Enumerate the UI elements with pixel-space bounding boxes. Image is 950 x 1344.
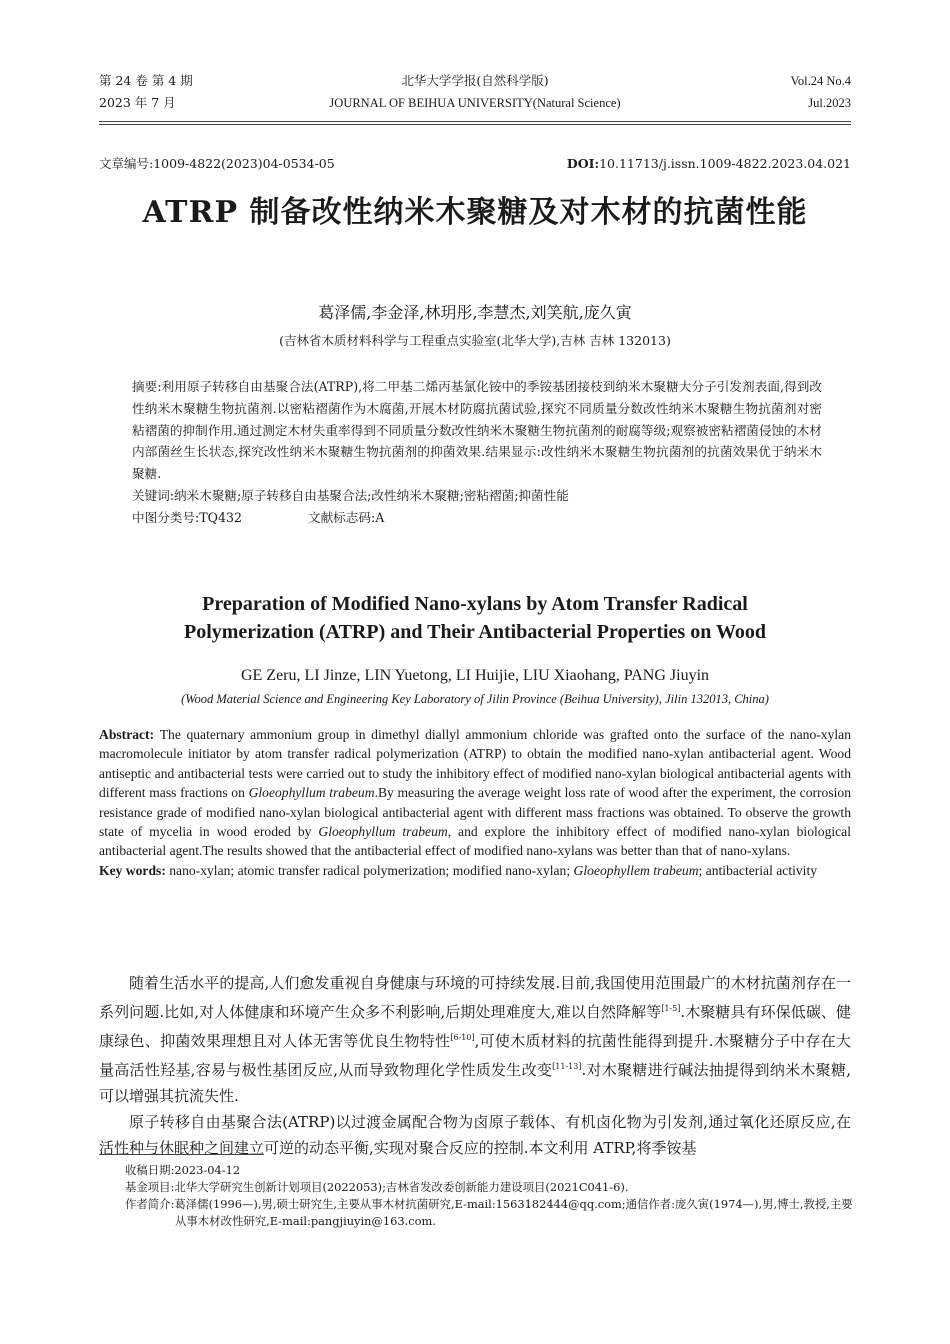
abstract-en-text-3: , and explore the inhibitory effect of modified nano-xylan biological antibacterial agent.The results showed that the antibacterial effect of modified nano-xylans was better than that of nano-xylans. [99,824,851,859]
citation-1[interactable]: [1-5] [661,1004,681,1013]
article-number: 文章编号:1009-4822(2023)04-0534-05 [99,156,335,171]
clc-value: TQ432 [199,509,242,525]
authors-en: GE Zeru, LI Jinze, LIN Yuetong, LI Huijie, LIU Xiaohang, PANG Jiuyin [240,667,710,684]
abstract-cn-label: 摘要: [132,379,162,394]
body-p1-text-3: ,可使木质材料的抗菌性能得到提升.木聚糖分子中存在大量高活性羟基,容易与极性基团反应,从而导致物理化学性质发生改变 [99,1032,851,1079]
body-paragraph-1 [99,970,851,1109]
doi-label: DOI: [566,156,600,171]
citation-3[interactable]: [11-13] [552,1062,582,1071]
body-text [99,970,851,1161]
keywords-en-label: Key words [99,862,162,878]
authors-cn: 葛泽儒,李金泽,林玥彤,李慧杰,刘笑航,庞久寅 [318,303,632,322]
footnote-author-bio: 作者简介:葛泽儒(1996—),男,硕士研究生,主要从事木材抗菌研究,E-mail:1563182444@qq.com;通信作者:庞久寅(1974—),男,博士,教授,主要从事木材改性研究,E-mail:pangjiuyin@163.com. [125,1197,853,1228]
title-en-line1: Preparation of Modified Nano-xylans by Atom Transfer Radical [202,593,748,615]
footnote-funding: 基金项目:北华大学研究生创新计划项目(2022053);吉林省发改委创新能力建设项目(2021C041-6). [125,1180,629,1194]
body-p1-text-4: .对木聚糖进行碱法抽提得到纳米木聚糖,可以增强其抗流失性. [99,1061,851,1105]
title-cn: ATRP 制备改性纳米木聚糖及对木材的抗菌性能 [142,195,808,230]
abstract-en-species-1: Gloeophyllum trabeum [248,785,375,801]
citation-2[interactable]: [6-10] [450,1033,475,1042]
body-p1-text-2: .木聚糖具有环保低碳、健康绿色、抑菌效果理想且对人体无害等优良生物特性 [99,1003,851,1050]
date-en: Jul.2023 [808,96,851,110]
abstract-en-text-1: The quaternary ammonium group in dimethyl diallyl ammonium chloride was grafted onto the surface of the nano-xylan macromolecule initiator by atom transfer radical polymerization (ATRP) to obtain the modified nano-xylan antibacterial agent. Wood antiseptic and antibacterial tests were carried out to study the inhibitory effect of modified nano-xylan biological antibacterial agents with different mass fractions on [99,727,851,801]
keywords-en: Key words: nano-xylan; atomic transfer radical polymerization; modified nano-xylan; Gloeophyllem trabeum; antibacterial activity [99,862,818,878]
abstract-cn-text: 利用原子转移自由基聚合法(ATRP),将二甲基二烯丙基氯化铵中的季铵基团接枝到纳米木聚糖大分子引发剂表面,得到改性纳米木聚糖生物抗菌剂.以密粘褶菌作为木腐菌,开展木材防腐抗菌试验,探究不同质量分数改性纳米木聚糖生物抗菌剂对密粘褶菌的抑制作用.通过测定木材失重率得到不同质量分数改性纳米木聚糖生物抗菌剂的耐腐等级;观察被密粘褶菌侵蚀的木材内部菌丝生长状态,探究改性纳米木聚糖生物抗菌剂的抑菌效果.结果显示:改性纳米木聚糖生物抗菌剂的抗菌效果优于纳米木聚糖. [132,379,822,482]
body-p1-text-1: 随着生活水平的提高,人们愈发重视自身健康与环境的可持续发展.目前,我国使用范围最广的木材抗菌剂存在一系列问题.比如,对人体健康和环境产生众多不利影响,后期处理难度大,难以自然降解等 [99,974,851,1021]
doc-code-value: A [375,509,385,525]
body-paragraph-2: 原子转移自由基聚合法(ATRP)以过渡金属配合物为卤原子载体、有机卤化物为引发剂,通过氧化还原反应,在活性种与休眠种之间建立可逆的动态平衡,实现对聚合反应的控制.本文利用 ATRP,将季铵基 [99,1113,851,1157]
abstract-en-text-2: .By measuring the average weight loss rate of wood after the experiment, the corrosion resistance grade of modified nano-xylan biological antibacterial agent with different mass fractions was obtained. To observe the growth state of mycelia in wood eroded by [99,785,851,840]
abstract-en-species-2: Gloeophyllum trabeum [318,824,448,840]
abstract-en [99,725,851,880]
doi [567,156,851,172]
footnote-received: 收稿日期:2023-04-12 [125,1163,241,1177]
title-en [0,590,950,646]
keywords-cn-label: 关键词: [132,487,175,503]
keywords-en-species: Gloeophyllem trabeum [573,862,699,878]
footnotes [125,1162,855,1230]
classification-line [132,507,822,529]
volume-issue-cn: 第 24 卷 第 4 期 [99,73,193,88]
keywords-cn-text: 纳米木聚糖;原子转移自由基聚合法;改性纳米木聚糖;密粘褶菌;抑菌性能 [174,487,569,503]
journal-name-cn: 北华大学学报(自然科学版) [401,73,549,88]
affiliation-en: (Wood Material Science and Engineering Key Laboratory of Jilin Province (Beihua University), Jilin 132013, China) [181,692,769,706]
doc-code-label: 文献标志码: [307,509,376,525]
header-rule-top [99,121,851,122]
abstract-en-label: Abstract [99,727,150,742]
clc-label: 中图分类号: [132,509,200,525]
footnote-rule [99,1154,264,1155]
keywords-cn [132,485,822,507]
title-en-line2: Polymerization (ATRP) and Their Antibacterial Properties on Wood [183,621,766,643]
date-cn: 2023 年 7 月 [99,95,176,110]
volume-issue-en: Vol.24 No.4 [790,74,851,88]
abstract-cn [132,376,822,529]
abstract-en-body: Abstract: The quaternary ammonium group in dimethyl diallyl ammonium chloride was grafted onto the surface of the nano-xylan macromolecule initiator by atom transfer radical polymerization (ATRP) to obtain the modified nano-xylan antibacterial agent. Wood antiseptic and antibacterial tests were carried out to study the inhibitory effect of modified nano-xylan biological antibacterial agents with different mass fractions on Gloeophyllum trabeum.By measuring the average weight loss rate of wood after the experiment, the corrosion resistance grade of modified nano-xylan biological antibacterial agent with different mass fractions was obtained. To observe the growth state of mycelia in wood eroded by Gloeophyllum trabeum, and explore the inhibitory effect of modified nano-xylan biological antibacterial agent.The results showed that the antibacterial effect of modified nano-xylans was better than that of nano-xylans. [99,727,851,859]
doi-value: 10.11713/j.issn.1009-4822.2023.04.021 [599,156,851,171]
journal-name-en: JOURNAL OF BEIHUA UNIVERSITY(Natural Science) [329,96,621,110]
keywords-en-text-2: ; antibacterial activity [698,862,818,878]
keywords-en-text-1: nano-xylan; atomic transfer radical polymerization; modified nano-xylan; [169,862,571,878]
header-rule-bottom [99,124,851,125]
abstract-cn-body [132,376,822,485]
affiliation-cn: (吉林省木质材料科学与工程重点实验室(北华大学),吉林 吉林 132013) [279,333,671,348]
